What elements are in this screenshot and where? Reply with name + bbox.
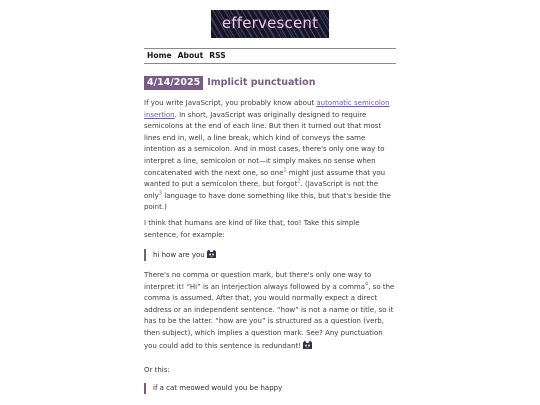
top-nav — [144, 48, 396, 64]
logo-text: effervescent — [221, 14, 319, 33]
post-title: Implicit punctuation — [207, 77, 316, 88]
text-run: . In short, JavaScript was originally designed to require semicolons at the end of each line. But then it turned out that most lines end in, well, a line break, which kind of conveys the same intention as a semicolon. And in most cases, there's only one way to interpret a line, semicolon or not—it simply makes no sense when concatenated with the next one, so one — [144, 110, 385, 177]
footnote-3-link[interactable]: 3 — [158, 190, 162, 197]
paragraph-4: Or this: — [144, 366, 170, 374]
text-run: If you write JavaScript, you probably know about — [144, 99, 317, 107]
text-run: . (JavaScript is not the only — [144, 180, 379, 200]
site-logo[interactable] — [211, 10, 329, 38]
nav-home-link[interactable]: Home — [147, 51, 172, 61]
footnote-2-link[interactable]: 2 — [297, 178, 301, 185]
footnote-4-link[interactable]: 4 — [365, 281, 369, 288]
text-run: , so the comma is assumed. After that, you would normally expect a direct address or an independent sentence. “how” is not a name or title, so it has to be the latter. “how are you” is structured as a question (verb, then subject), which implies a question mark. See? Any punctuation you could add to this sentence is redundant! — [144, 282, 395, 350]
footnote-1-link[interactable]: 1 — [283, 167, 287, 174]
paragraph-1 — [144, 98, 396, 214]
blockquote-1 — [144, 249, 396, 261]
nav-about-link[interactable]: About — [177, 51, 204, 61]
paragraph-2: I think that humans are kind of like that, too! Take this simple sentence, for example: — [144, 219, 360, 239]
cat-emoji-icon — [302, 340, 313, 350]
asi-link[interactable]: automatic semicolon insertion — [144, 99, 390, 119]
quote-text: hi how are you — [153, 251, 205, 259]
quote-text: if a cat meowed would you be happy — [153, 384, 283, 392]
text-run: language to have done something like this, but that's beside the point.) — [144, 191, 391, 212]
post-date-badge: 4/14/2025 — [144, 76, 203, 90]
cat-emoji-icon — [206, 249, 217, 259]
blockquote-2 — [144, 383, 396, 394]
post-header — [144, 76, 315, 90]
text-run: might just assume that you wanted to put a semicolon there, but forgot — [144, 168, 386, 189]
nav-rss-link[interactable]: RSS — [209, 51, 226, 61]
text-run: There's no comma or question mark, but there's only one way to interpret it! “Hi” is an interjection always followed by a comma — [144, 271, 372, 291]
paragraph-3 — [144, 270, 396, 352]
